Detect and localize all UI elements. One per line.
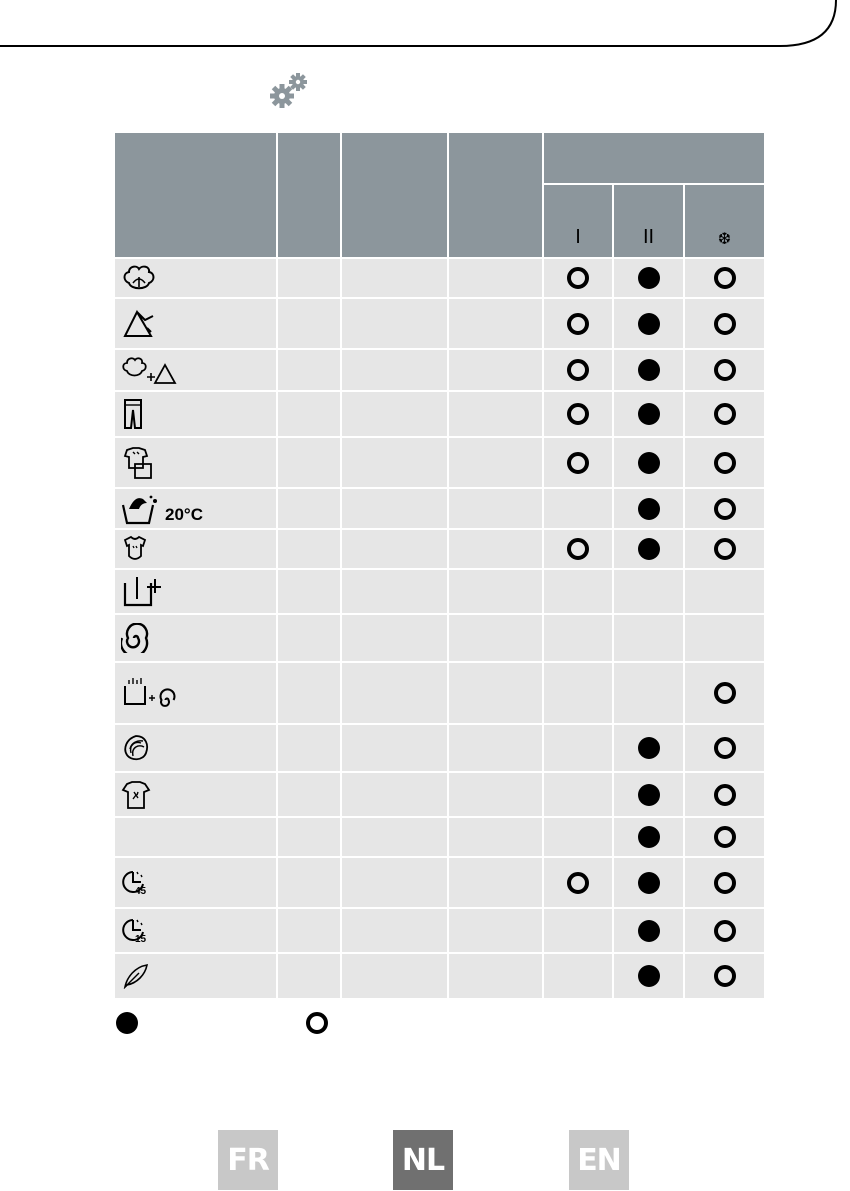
- mixed-icon: [121, 355, 177, 385]
- header-program: [114, 132, 277, 258]
- option-cell-3: [684, 298, 765, 349]
- program-symbol-cell: [114, 908, 277, 953]
- filled-dot: [638, 826, 660, 848]
- filled-dot: [638, 965, 660, 987]
- option-cell-2: [613, 258, 684, 298]
- option-cell-3: [684, 349, 765, 391]
- program-symbol-cell: [114, 772, 277, 817]
- option-cell-1: [543, 258, 613, 298]
- snowflake-icon: ❆: [717, 231, 732, 248]
- value-cell: [448, 349, 543, 391]
- delicate-icon: [121, 780, 151, 810]
- empty-dot: [567, 267, 589, 289]
- option-cell-3: [684, 488, 765, 529]
- program-symbol-cell: [114, 857, 277, 908]
- synthetic-icon: [121, 308, 157, 340]
- table-row: [114, 569, 765, 614]
- table-row: [114, 258, 765, 298]
- legend-empty-dot: [306, 1012, 328, 1034]
- option-cell-3: [684, 614, 765, 662]
- value-cell: [448, 258, 543, 298]
- jeans-icon: [121, 398, 145, 430]
- program-symbol-cell: [114, 349, 277, 391]
- program-symbol-cell: [114, 817, 277, 857]
- value-cell: [341, 953, 448, 999]
- value-cell: [277, 614, 341, 662]
- option-cell-1: [543, 298, 613, 349]
- value-cell: [341, 529, 448, 569]
- option-cell-3: [684, 258, 765, 298]
- value-cell: [448, 488, 543, 529]
- header-option-2: II: [613, 184, 684, 258]
- shirts-icon: [121, 446, 157, 480]
- value-cell: [341, 662, 448, 724]
- empty-dot: [714, 498, 736, 520]
- rinse-icon: [121, 575, 165, 609]
- empty-dot: [714, 452, 736, 474]
- option-cell-2: [613, 662, 684, 724]
- option-cell-2: [613, 298, 684, 349]
- value-cell: [448, 298, 543, 349]
- value-cell: [448, 569, 543, 614]
- program-symbol-cell: [114, 724, 277, 772]
- filled-dot: [638, 784, 660, 806]
- value-cell: [341, 488, 448, 529]
- option-cell-2: [613, 529, 684, 569]
- value-cell: [448, 953, 543, 999]
- option-cell-2: [613, 569, 684, 614]
- option-cell-1: [543, 614, 613, 662]
- value-cell: [277, 569, 341, 614]
- quick-45-icon: [121, 868, 146, 898]
- lang-en[interactable]: EN: [569, 1130, 629, 1190]
- table-row: [114, 391, 765, 437]
- option-cell-1: [543, 857, 613, 908]
- value-cell: [277, 488, 341, 529]
- value-cell: [277, 908, 341, 953]
- handwash-icon: [121, 493, 203, 525]
- value-cell: [448, 724, 543, 772]
- option-cell-1: [543, 391, 613, 437]
- option-cell-3: [684, 569, 765, 614]
- program-symbol-text: 45: [135, 885, 147, 897]
- option-cell-2: [613, 437, 684, 488]
- option-cell-2: [613, 614, 684, 662]
- option-cell-2: [613, 488, 684, 529]
- option-cell-2: [613, 908, 684, 953]
- value-cell: [448, 614, 543, 662]
- option-cell-1: [543, 437, 613, 488]
- lang-fr[interactable]: FR: [218, 1130, 278, 1190]
- value-cell: [341, 817, 448, 857]
- cotton-icon: [121, 263, 157, 293]
- empty-dot: [567, 403, 589, 425]
- option-cell-1: [543, 662, 613, 724]
- program-symbol-text: 15: [135, 933, 147, 945]
- program-symbol-cell: [114, 391, 277, 437]
- value-cell: [277, 817, 341, 857]
- filled-dot: [638, 313, 660, 335]
- option-cell-2: [613, 857, 684, 908]
- gears-icon: [268, 72, 310, 110]
- value-cell: [341, 908, 448, 953]
- legend-full-dot: [116, 1012, 138, 1034]
- option-cell-3: [684, 437, 765, 488]
- empty-dot: [714, 359, 736, 381]
- option-cell-2: [613, 391, 684, 437]
- value-cell: [277, 662, 341, 724]
- table-row: [114, 772, 765, 817]
- empty-dot: [714, 965, 736, 987]
- option-cell-3: [684, 391, 765, 437]
- option-cell-3: [684, 817, 765, 857]
- option-cell-3: [684, 529, 765, 569]
- header-option-1: I: [543, 184, 613, 258]
- table-row: [114, 529, 765, 569]
- value-cell: [277, 437, 341, 488]
- value-cell: [277, 349, 341, 391]
- empty-dot: [714, 920, 736, 942]
- feather-icon: [121, 963, 149, 989]
- value-cell: [341, 569, 448, 614]
- empty-dot: [714, 872, 736, 894]
- empty-dot: [714, 826, 736, 848]
- program-symbol-cell: [114, 662, 277, 724]
- value-cell: [277, 258, 341, 298]
- table-row: [114, 349, 765, 391]
- value-cell: [277, 724, 341, 772]
- value-cell: [448, 437, 543, 488]
- value-cell: [341, 391, 448, 437]
- option-cell-1: [543, 349, 613, 391]
- value-cell: [448, 772, 543, 817]
- value-cell: [341, 349, 448, 391]
- filled-dot: [638, 267, 660, 289]
- program-symbol-cell: [114, 298, 277, 349]
- option-cell-1: [543, 724, 613, 772]
- baby-icon: [121, 534, 149, 564]
- quick-15-icon: [121, 916, 146, 946]
- option-cell-1: [543, 817, 613, 857]
- option-cell-3: [684, 857, 765, 908]
- table-row: [114, 298, 765, 349]
- value-cell: [341, 298, 448, 349]
- empty-dot: [714, 682, 736, 704]
- lang-nl[interactable]: NL: [393, 1130, 453, 1190]
- table-row: [114, 857, 765, 908]
- option-cell-1: [543, 908, 613, 953]
- table-row: [114, 724, 765, 772]
- option-cell-2: [613, 772, 684, 817]
- empty-dot: [714, 313, 736, 335]
- filled-dot: [638, 452, 660, 474]
- empty-dot: [714, 538, 736, 560]
- table-row: [114, 817, 765, 857]
- program-symbol-cell: [114, 569, 277, 614]
- program-symbol-cell: [114, 258, 277, 298]
- empty-dot: [567, 359, 589, 381]
- value-cell: [341, 772, 448, 817]
- value-cell: [448, 817, 543, 857]
- empty-dot: [714, 784, 736, 806]
- table-row: [114, 953, 765, 999]
- value-cell: [341, 437, 448, 488]
- value-cell: [277, 772, 341, 817]
- table-row: [114, 437, 765, 488]
- option-cell-1: [543, 953, 613, 999]
- value-cell: [277, 391, 341, 437]
- wool-icon: [121, 733, 151, 763]
- table-row: [114, 908, 765, 953]
- filled-dot: [638, 737, 660, 759]
- option-cell-3: [684, 724, 765, 772]
- header-options-group: [543, 132, 765, 184]
- header-col-4: [448, 132, 543, 258]
- filled-dot: [638, 403, 660, 425]
- value-cell: [341, 857, 448, 908]
- option-cell-2: [613, 349, 684, 391]
- empty-dot: [567, 313, 589, 335]
- program-symbol-cell: [114, 529, 277, 569]
- filled-dot: [638, 538, 660, 560]
- empty-dot: [567, 452, 589, 474]
- value-cell: [448, 908, 543, 953]
- option-cell-3: [684, 908, 765, 953]
- value-cell: [277, 298, 341, 349]
- value-cell: [448, 662, 543, 724]
- option-cell-1: [543, 569, 613, 614]
- value-cell: [277, 857, 341, 908]
- empty-dot: [714, 403, 736, 425]
- option-cell-1: [543, 772, 613, 817]
- option-cell-1: [543, 529, 613, 569]
- program-symbol-cell: [114, 953, 277, 999]
- option-cell-2: [613, 953, 684, 999]
- value-cell: [448, 391, 543, 437]
- header-col-3: [341, 132, 448, 258]
- table-row: [114, 662, 765, 724]
- header-col-2: [277, 132, 341, 258]
- value-cell: [448, 529, 543, 569]
- spin-icon: [121, 623, 151, 653]
- empty-dot: [714, 267, 736, 289]
- value-cell: [341, 258, 448, 298]
- program-symbol-cell: [114, 437, 277, 488]
- option-cell-1: [543, 488, 613, 529]
- value-cell: [277, 529, 341, 569]
- value-cell: [277, 953, 341, 999]
- filled-dot: [638, 359, 660, 381]
- empty-dot: [567, 872, 589, 894]
- option-cell-2: [613, 817, 684, 857]
- page-corner-arc: [0, 0, 850, 60]
- filled-dot: [638, 920, 660, 942]
- table-row: [114, 488, 765, 529]
- table-row: [114, 614, 765, 662]
- filled-dot: [638, 498, 660, 520]
- option-cell-3: [684, 772, 765, 817]
- value-cell: [341, 614, 448, 662]
- program-symbol-cell: [114, 488, 277, 529]
- option-cell-2: [613, 724, 684, 772]
- value-cell: [448, 857, 543, 908]
- rinse-spin-icon: [121, 676, 177, 710]
- value-cell: [341, 724, 448, 772]
- empty-dot: [567, 538, 589, 560]
- empty-dot: [714, 737, 736, 759]
- program-symbol-text: 20°C: [165, 504, 203, 524]
- option-cell-3: [684, 662, 765, 724]
- filled-dot: [638, 872, 660, 894]
- header-option-3: [684, 184, 765, 258]
- program-table: [113, 131, 764, 1000]
- option-cell-3: [684, 953, 765, 999]
- program-symbol-cell: [114, 614, 277, 662]
